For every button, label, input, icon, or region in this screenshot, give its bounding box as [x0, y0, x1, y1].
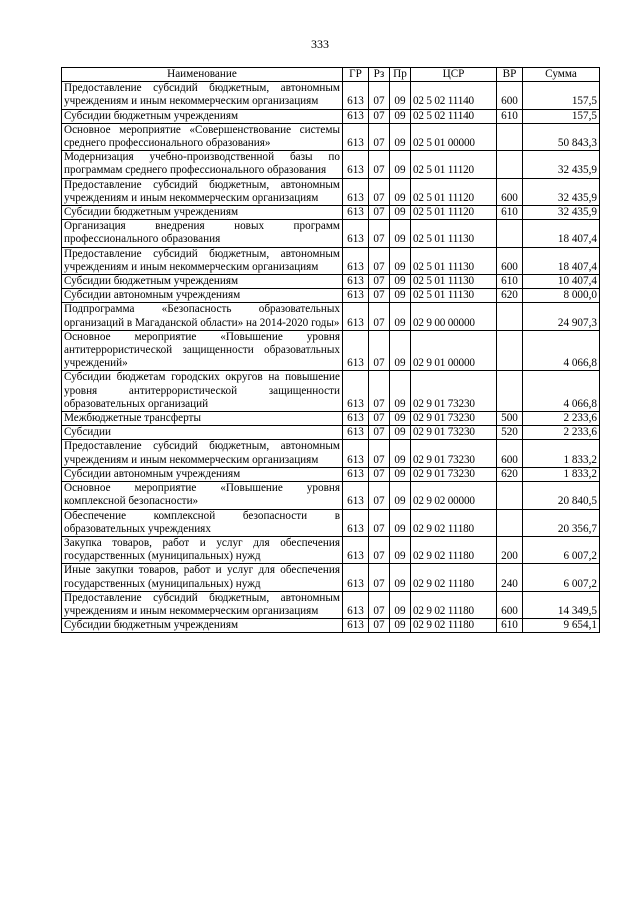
cell-name: Субсидии бюджетным учреждениям: [62, 619, 343, 633]
cell-pr: 09: [390, 330, 411, 371]
table-row: [62, 151, 600, 178]
cell-rz: 07: [369, 178, 390, 205]
cell-pr: 09: [390, 619, 411, 633]
cell-vr: 610: [497, 206, 523, 220]
cell-gr: 613: [343, 178, 369, 205]
table-row: [62, 178, 600, 205]
table-row: [62, 467, 600, 481]
cell-gr: 613: [343, 440, 369, 467]
cell-rz: 07: [369, 440, 390, 467]
cell-csr: 02 9 02 11180: [411, 509, 497, 536]
cell-name: Предоставление субсидий бюджетным, автономным учреждениям и иным некоммерческим организациям: [62, 178, 343, 205]
cell-pr: 09: [390, 109, 411, 123]
cell-pr: 09: [390, 178, 411, 205]
cell-sum: 14 349,5: [523, 591, 600, 618]
cell-gr: 613: [343, 82, 369, 109]
cell-vr: [497, 371, 523, 412]
cell-name: Субсидии бюджетам городских округов на повышение уровня антитеррористической защищенности образовательных организаций: [62, 371, 343, 412]
cell-gr: 613: [343, 275, 369, 289]
table-row: [62, 303, 600, 330]
table-row: [62, 371, 600, 412]
cell-pr: 09: [390, 123, 411, 150]
cell-vr: [497, 509, 523, 536]
cell-csr: 02 5 01 11120: [411, 151, 497, 178]
cell-sum: 32 435,9: [523, 151, 600, 178]
cell-sum: 32 435,9: [523, 206, 600, 220]
table-row: [62, 247, 600, 274]
cell-name: Обеспечение комплексной безопасности в образовательных учреждениях: [62, 509, 343, 536]
cell-vr: [497, 330, 523, 371]
cell-pr: 09: [390, 536, 411, 563]
cell-csr: 02 5 01 11120: [411, 206, 497, 220]
cell-gr: 613: [343, 289, 369, 303]
cell-csr: 02 9 02 00000: [411, 482, 497, 509]
cell-pr: 09: [390, 206, 411, 220]
header-rz: Рз: [369, 68, 390, 82]
cell-vr: 600: [497, 591, 523, 618]
cell-gr: 613: [343, 482, 369, 509]
cell-vr: 610: [497, 275, 523, 289]
cell-sum: 157,5: [523, 109, 600, 123]
table-body: [62, 82, 600, 633]
table-row: [62, 619, 600, 633]
cell-gr: 613: [343, 591, 369, 618]
cell-pr: 09: [390, 564, 411, 591]
cell-rz: 07: [369, 247, 390, 274]
cell-csr: 02 5 01 00000: [411, 123, 497, 150]
cell-vr: [497, 482, 523, 509]
cell-csr: 02 9 01 73230: [411, 371, 497, 412]
cell-csr: 02 9 01 73230: [411, 412, 497, 426]
table-header-row: [62, 68, 600, 82]
cell-csr: 02 5 01 11130: [411, 220, 497, 247]
cell-name: Основное мероприятие «Совершенствование системы среднего профессионального образования»: [62, 123, 343, 150]
cell-name: Предоставление субсидий бюджетным, автономным учреждениям и иным некоммерческим организациям: [62, 247, 343, 274]
cell-rz: 07: [369, 220, 390, 247]
cell-sum: 2 233,6: [523, 412, 600, 426]
cell-name: Основное мероприятие «Повышение уровня антитеррористической защищенности образоватльных учреждений»: [62, 330, 343, 371]
header-name: Наименование: [62, 68, 343, 82]
cell-sum: 18 407,4: [523, 220, 600, 247]
cell-gr: 613: [343, 247, 369, 274]
table-row: [62, 330, 600, 371]
cell-rz: 07: [369, 275, 390, 289]
cell-gr: 613: [343, 303, 369, 330]
table-row: [62, 289, 600, 303]
cell-sum: 4 066,8: [523, 371, 600, 412]
header-vr: ВР: [497, 68, 523, 82]
cell-gr: 613: [343, 564, 369, 591]
cell-rz: 07: [369, 330, 390, 371]
cell-vr: 520: [497, 426, 523, 440]
table-row: [62, 536, 600, 563]
cell-sum: 6 007,2: [523, 536, 600, 563]
cell-rz: 07: [369, 426, 390, 440]
header-pr: Пр: [390, 68, 411, 82]
cell-vr: 610: [497, 619, 523, 633]
cell-vr: [497, 220, 523, 247]
cell-csr: 02 9 01 73230: [411, 440, 497, 467]
cell-sum: 1 833,2: [523, 440, 600, 467]
cell-gr: 613: [343, 619, 369, 633]
table-row: [62, 109, 600, 123]
cell-name: Закупка товаров, работ и услуг для обеспечения государственных (муниципальных) нужд: [62, 536, 343, 563]
table-row: [62, 82, 600, 109]
cell-vr: 620: [497, 289, 523, 303]
cell-sum: 50 843,3: [523, 123, 600, 150]
cell-vr: [497, 123, 523, 150]
cell-sum: 2 233,6: [523, 426, 600, 440]
cell-gr: 613: [343, 536, 369, 563]
table-row: [62, 123, 600, 150]
cell-vr: 600: [497, 440, 523, 467]
cell-rz: 07: [369, 619, 390, 633]
header-gr: ГР: [343, 68, 369, 82]
cell-sum: 1 833,2: [523, 467, 600, 481]
cell-rz: 07: [369, 412, 390, 426]
cell-name: Предоставление субсидий бюджетным, автономным учреждениям и иным некоммерческим организациям: [62, 591, 343, 618]
cell-vr: 600: [497, 82, 523, 109]
cell-csr: 02 9 01 73230: [411, 467, 497, 481]
cell-gr: 613: [343, 330, 369, 371]
cell-name: Подпрограмма «Безопасность образовательных организаций в Магаданской области» на 2014-2020 годы»: [62, 303, 343, 330]
cell-name: Организация внедрения новых программ профессионального образования: [62, 220, 343, 247]
cell-name: Модернизация учебно-производственной базы по программам среднего профессионального образования: [62, 151, 343, 178]
cell-name: Основное мероприятие «Повышение уровня комплексной безопасности»: [62, 482, 343, 509]
cell-csr: 02 9 01 73230: [411, 426, 497, 440]
table-row: [62, 440, 600, 467]
cell-gr: 613: [343, 509, 369, 536]
cell-rz: 07: [369, 371, 390, 412]
cell-rz: 07: [369, 123, 390, 150]
cell-sum: 32 435,9: [523, 178, 600, 205]
cell-csr: 02 5 01 11130: [411, 289, 497, 303]
cell-sum: 20 840,5: [523, 482, 600, 509]
cell-sum: 20 356,7: [523, 509, 600, 536]
cell-rz: 07: [369, 509, 390, 536]
cell-gr: 613: [343, 371, 369, 412]
cell-vr: [497, 151, 523, 178]
cell-rz: 07: [369, 482, 390, 509]
cell-rz: 07: [369, 289, 390, 303]
cell-sum: 4 066,8: [523, 330, 600, 371]
cell-name: Предоставление субсидий бюджетным, автономным учреждениям и иным некоммерческим организациям: [62, 82, 343, 109]
cell-name: Субсидии бюджетным учреждениям: [62, 275, 343, 289]
cell-name: Субсидии: [62, 426, 343, 440]
cell-pr: 09: [390, 303, 411, 330]
cell-pr: 09: [390, 247, 411, 274]
cell-sum: 157,5: [523, 82, 600, 109]
cell-csr: 02 5 01 11120: [411, 178, 497, 205]
cell-name: Субсидии автономным учреждениям: [62, 467, 343, 481]
cell-name: Иные закупки товаров, работ и услуг для обеспечения государственных (муниципальных) нужд: [62, 564, 343, 591]
header-csr: ЦСР: [411, 68, 497, 82]
cell-name: Предоставление субсидий бюджетным, автономным учреждениям и иным некоммерческим организациям: [62, 440, 343, 467]
header-sum: Сумма: [523, 68, 600, 82]
cell-sum: 18 407,4: [523, 247, 600, 274]
cell-vr: 620: [497, 467, 523, 481]
cell-pr: 09: [390, 467, 411, 481]
cell-vr: 600: [497, 178, 523, 205]
cell-pr: 09: [390, 482, 411, 509]
cell-vr: 240: [497, 564, 523, 591]
table-row: [62, 220, 600, 247]
cell-csr: 02 9 00 00000: [411, 303, 497, 330]
cell-rz: 07: [369, 467, 390, 481]
cell-pr: 09: [390, 591, 411, 618]
cell-vr: 200: [497, 536, 523, 563]
cell-rz: 07: [369, 303, 390, 330]
cell-sum: 6 007,2: [523, 564, 600, 591]
cell-sum: 24 907,3: [523, 303, 600, 330]
table-row: [62, 509, 600, 536]
cell-gr: 613: [343, 412, 369, 426]
cell-csr: 02 5 01 11130: [411, 275, 497, 289]
cell-pr: 09: [390, 440, 411, 467]
table-row: [62, 482, 600, 509]
table-row: [62, 206, 600, 220]
cell-pr: 09: [390, 412, 411, 426]
cell-vr: 610: [497, 109, 523, 123]
cell-vr: 500: [497, 412, 523, 426]
cell-sum: 9 654,1: [523, 619, 600, 633]
cell-csr: 02 9 02 11180: [411, 536, 497, 563]
cell-rz: 07: [369, 82, 390, 109]
table-row: [62, 426, 600, 440]
cell-pr: 09: [390, 82, 411, 109]
table-row: [62, 591, 600, 618]
cell-pr: 09: [390, 426, 411, 440]
cell-vr: [497, 303, 523, 330]
cell-pr: 09: [390, 509, 411, 536]
cell-name: Субсидии бюджетным учреждениям: [62, 109, 343, 123]
cell-sum: 8 000,0: [523, 289, 600, 303]
cell-rz: 07: [369, 109, 390, 123]
cell-pr: 09: [390, 289, 411, 303]
cell-rz: 07: [369, 536, 390, 563]
cell-name: Межбюджетные трансферты: [62, 412, 343, 426]
cell-pr: 09: [390, 371, 411, 412]
cell-csr: 02 5 02 11140: [411, 109, 497, 123]
cell-name: Субсидии бюджетным учреждениям: [62, 206, 343, 220]
cell-pr: 09: [390, 151, 411, 178]
cell-csr: 02 9 02 11180: [411, 591, 497, 618]
cell-csr: 02 5 01 11130: [411, 247, 497, 274]
cell-csr: 02 9 02 11180: [411, 619, 497, 633]
cell-csr: 02 9 01 00000: [411, 330, 497, 371]
cell-gr: 613: [343, 467, 369, 481]
cell-csr: 02 5 02 11140: [411, 82, 497, 109]
cell-gr: 613: [343, 123, 369, 150]
page-number: 333: [311, 37, 329, 51]
cell-rz: 07: [369, 591, 390, 618]
cell-gr: 613: [343, 426, 369, 440]
cell-vr: 600: [497, 247, 523, 274]
table-row: [62, 412, 600, 426]
budget-table: [61, 67, 600, 633]
table-row: [62, 564, 600, 591]
cell-rz: 07: [369, 206, 390, 220]
cell-name: Субсидии автономным учреждениям: [62, 289, 343, 303]
cell-rz: 07: [369, 564, 390, 591]
table-row: [62, 275, 600, 289]
cell-gr: 613: [343, 220, 369, 247]
cell-pr: 09: [390, 220, 411, 247]
cell-gr: 613: [343, 206, 369, 220]
cell-csr: 02 9 02 11180: [411, 564, 497, 591]
cell-sum: 10 407,4: [523, 275, 600, 289]
cell-gr: 613: [343, 151, 369, 178]
cell-rz: 07: [369, 151, 390, 178]
cell-pr: 09: [390, 275, 411, 289]
cell-gr: 613: [343, 109, 369, 123]
